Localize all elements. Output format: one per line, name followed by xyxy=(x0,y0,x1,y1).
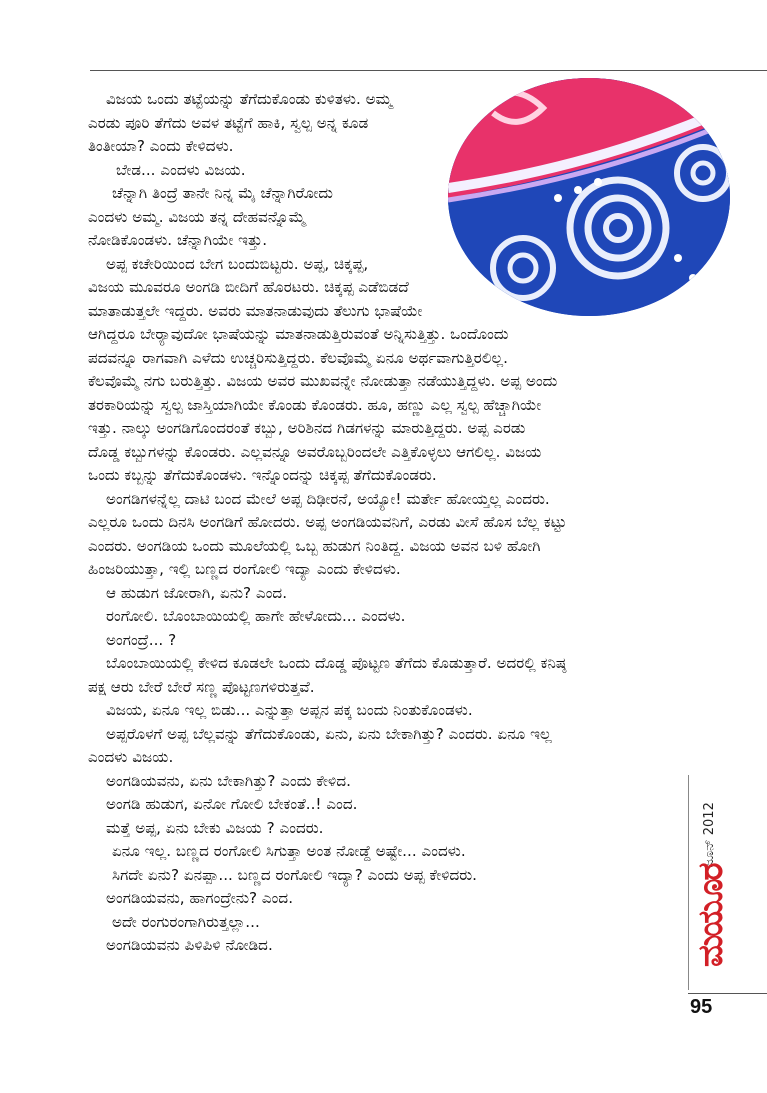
story-line: ಅಂಗಡಿಯವನು, ಹಾಗಂದ್ರೇನು? ಎಂದ. xyxy=(106,889,294,907)
story-line: ಅಂಗಂದ್ರೆ... ? xyxy=(106,630,177,649)
story-line: ದೊಡ್ಡ ಕಬ್ಬುಗಳನ್ನು ಕೊಂಡರು. ಎಲ್ಲವನ್ನೂ ಅವರೊಬ್ಬರಿಂದಲೇ ಎತ್ತಿಕೊಳ್ಳಲು ಆಗಲಿಲ್ಲ. ವಿಜಯ xyxy=(88,442,542,461)
story-line: ಎಂದಳು ವಿಜಯ. xyxy=(88,748,174,766)
story-text xyxy=(88,88,678,958)
story-line: ರಂಗೋಲಿ. ಬೊಂಬಾಯಿಯಲ್ಲಿ ಹಾಗೇ ಹೇಳೋದು... ಎಂದಳು. xyxy=(106,607,406,625)
story-line: ವಿಜಯ, ಏನೂ ಇಲ್ಲ ಬಿಡು... ಎನ್ನುತ್ತಾ ಅಪ್ಪನ ಪಕ್ಕ ಬಂದು ನಿಂತುಕೊಂಡಳು. xyxy=(106,701,473,719)
story-line: ಎಂದರು. ಅಂಗಡಿಯ ಒಂದು ಮೂಲೆಯಲ್ಲಿ ಒಬ್ಬ ಹುಡುಗ ನಿಂತಿದ್ದ. ವಿಜಯ ಅವನ ಬಳಿ ಹೋಗಿ xyxy=(88,536,541,555)
story-line: ಅಪ್ಪ ಕಚೇರಿಯಿಂದ ಬೇಗ ಬಂದುಬಿಟ್ಟರು. ಅಪ್ಪ, ಚಿಕ್ಕಪ್ಪ, xyxy=(106,254,369,273)
top-rule xyxy=(90,70,767,71)
magazine-title: ಮಯೂರ xyxy=(691,864,731,967)
story-line: ಅಂಗಡಿಗಳನ್ನೆಲ್ಲ ದಾಟಿ ಬಂದ ಮೇಲೆ ಅಪ್ಪ ದಿಢೀರನೆ, ಅಯ್ಯೋ! ಮರ್ತೇ ಹೋಯ್ತಲ್ಲ ಎಂದರು. xyxy=(106,489,550,508)
story-line: ಮಾತಾಡುತ್ತಲೇ ಇದ್ದರು. ಅವರು ಮಾತನಾಡುವುದು ತೆಲುಗು ಭಾಷೆಯೇ xyxy=(88,301,423,320)
story-line: ಬೇಡ... ಎಂದಳು ವಿಜಯ. xyxy=(116,160,246,179)
footer-rule xyxy=(688,993,767,994)
story-line: ಇತ್ತು. ನಾಲ್ಕು ಅಂಗಡಿಗೊಂದರಂತೆ ಕಬ್ಬು, ಅರಿಶಿನದ ಗಿಡಗಳನ್ನು ಮಾರುತ್ತಿದ್ದರು. ಅಪ್ಪ ಎರಡು xyxy=(88,419,526,437)
story-line: ಆ ಹುಡುಗ ಜೋರಾಗಿ, ಏನು? ಎಂದ. xyxy=(106,583,288,602)
story-line: ನೋಡಿಕೊಂಡಳು. ಚೆನ್ನಾಗಿಯೇ ಇತ್ತು. xyxy=(88,231,268,249)
story-line: ಅದೇ ರಂಗುರಂಗಾಗಿರುತ್ತಲ್ಲಾ... xyxy=(112,912,260,931)
story-line: ಹಿಂಜರಿಯುತ್ತಾ, ಇಲ್ಲಿ ಬಣ್ಣದ ರಂಗೋಲಿ ಇದ್ಯಾ ಎಂದು ಕೇಳಿದಳು. xyxy=(88,560,401,578)
sidebar-rule xyxy=(688,775,689,990)
story-line: ಆಗಿದ್ದರೂ ಬೇರ್‍ಯಾವುದೋ ಭಾಷೆಯನ್ನು ಮಾತನಾಡುತ್ತಿರುವಂತೆ ಅನ್ನಿಸುತ್ತಿತ್ತು. ಒಂದೊಂದು xyxy=(88,325,509,343)
story-line: ಎಂದಳು ಅಮ್ಮ. ವಿಜಯ ತನ್ನ ದೇಹವನ್ನೊಮ್ಮೆ xyxy=(88,207,306,226)
story-line: ಪದವನ್ನೂ ರಾಗವಾಗಿ ಎಳೆದು ಉಚ್ಚರಿಸುತ್ತಿದ್ದರು. ಕೆಲವೊಮ್ಮೆ ಏನೂ ಅರ್ಥವಾಗುತ್ತಿರಲಿಲ್ಲ. xyxy=(88,348,508,367)
story-line: ಸಿಗದೇ ಏನು? ಏನಪ್ಪಾ... ಬಣ್ಣದ ರಂಗೋಲಿ ಇದ್ಯಾ? ಎಂದು ಅಪ್ಪ ಕೇಳಿದರು. xyxy=(112,865,477,884)
story-line: ವಿಜಯ ಮೂವರೂ ಅಂಗಡಿ ಬೀದಿಗೆ ಹೊರಟರು. ಚಿಕ್ಕಪ್ಪ ಎಡೆಬಿಡದೆ xyxy=(88,278,409,296)
story-line: ಅಂಗಡಿಯವನು, ಏನು ಬೇಕಾಗಿತ್ತು? ಎಂದು ಕೇಳಿದ. xyxy=(106,771,351,790)
story-line: ಕೆಲವೊಮ್ಮೆ ನಗು ಬರುತ್ತಿತ್ತು. ವಿಜಯ ಅವರ ಮುಖವನ್ನೇ ನೋಡುತ್ತಾ ನಡೆಯುತ್ತಿದ್ದಳು. ಅಪ್ಪ ಅಂದು xyxy=(88,372,558,390)
story-line: ಒಂದು ಕಬ್ಬನ್ನು ತೆಗೆದುಕೊಂಡಳು. ಇನ್ನೊಂದನ್ನು ಚಿಕ್ಕಪ್ಪ ತೆಗೆದುಕೊಂಡರು. xyxy=(88,466,437,484)
story-line: ತಿಂತೀಯಾ? ಎಂದು ಕೇಳಿದಳು. xyxy=(88,137,234,155)
story-line: ತರಕಾರಿಯನ್ನು ಸ್ವಲ್ಪ ಜಾಸ್ತಿಯಾಗಿಯೇ ಕೊಂಡು ಕೊಂಡರು. ಹೂ, ಹಣ್ಣು ಎಲ್ಲ ಸ್ವಲ್ಪ ಹೆಚ್ಚಾಗಿಯೇ xyxy=(88,395,542,414)
story-line: ಮತ್ತೆ ಅಪ್ಪ, ಏನು ಬೇಕು ವಿಜಯ ? ಎಂದರು. xyxy=(106,818,324,837)
story-line: ಎರಡು ಪೂರಿ ತೆಗೆದು ಅವಳ ತಟ್ಟೆಗೆ ಹಾಕಿ, ಸ್ವಲ್ಪ ಅನ್ನ ಕೂಡ xyxy=(88,113,369,132)
story-line: ಎಲ್ಲರೂ ಒಂದು ದಿನಸಿ ಅಂಗಡಿಗೆ ಹೋದರು. ಅಪ್ಪ ಅಂಗಡಿಯವನಿಗೆ, ಎರಡು ವೀಸೆ ಹೊಸ ಬೆಲ್ಲ ಕಟ್ಟು xyxy=(88,513,567,531)
issue-date: ಜೂನ್ 2012 xyxy=(702,802,717,868)
story-line: ವಿಜಯ ಒಂದು ತಟ್ಟೆಯನ್ನು ತೆಗೆದುಕೊಂಡು ಕುಳಿತಳು. ಅಮ್ಮ xyxy=(106,90,393,108)
story-line: ಅಪ್ಪರೊಳಗೆ ಅಪ್ಪ ಬೆಲ್ಲವನ್ನು ತೆಗೆದುಕೊಂಡು, ಏನು, ಏನು ಬೇಕಾಗಿತ್ತು? ಎಂದರು. ಏನೂ ಇಲ್ಲ xyxy=(106,724,552,743)
story-line: ಪಕ್ಷ ಆರು ಬೇರೆ ಬೇರೆ ಸಣ್ಣ ಪೊಟ್ಟಣಗಳಿರುತ್ತವೆ. xyxy=(88,677,315,696)
story-line: ಚೆನ್ನಾಗಿ ತಿಂದ್ರೆ ತಾನೇ ನಿನ್ನ ಮೈ ಚೆನ್ನಾಗಿರೋದು xyxy=(112,184,334,202)
story-line: ಬೊಂಬಾಯಿಯಲ್ಲಿ ಕೇಳಿದ ಕೂಡಲೇ ಒಂದು ದೊಡ್ಡ ಪೊಟ್ಟಣ ತೆಗೆದು ಕೊಡುತ್ತಾರೆ. ಅದರಲ್ಲಿ ಕನಿಷ್ಠ xyxy=(106,654,567,672)
story-line: ಅಂಗಡಿಯವನು ಪಿಳಿಪಿಳಿ ನೋಡಿದ. xyxy=(106,936,273,954)
page-number: 95 xyxy=(690,996,713,1018)
story-line: ಏನೂ ಇಲ್ಲ. ಬಣ್ಣದ ರಂಗೋಲಿ ಸಿಗುತ್ತಾ ಅಂತ ನೋಡ್ದೆ ಅಷ್ಟೇ... ಎಂದಳು. xyxy=(112,842,466,860)
story-line: ಅಂಗಡಿ ಹುಡುಗ, ಏನೋ ಗೋಲಿ ಬೇಕಂತೆ..! ಎಂದ. xyxy=(106,795,358,813)
